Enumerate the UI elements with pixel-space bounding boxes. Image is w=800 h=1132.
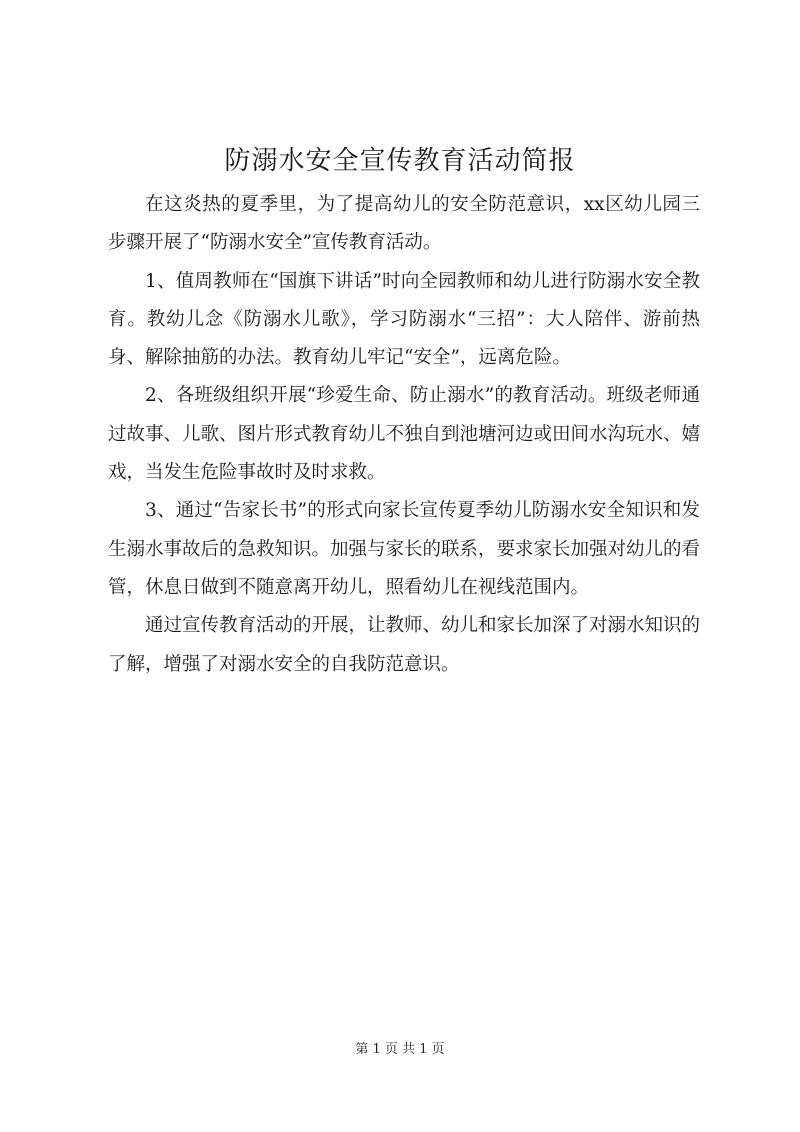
document-body [108,186,700,684]
document-title: 防溺水安全宣传教育活动简报 [224,146,576,176]
paragraph-item-2: 2、各班级组织开展“珍爱生命、防止溺水”的教育活动。班级老师通过故事、儿歌、图片形式教育幼儿不独自到池塘河边或田间水沟玩水、嬉戏，当发生危险事故时及时求救。 [108,385,701,484]
page-number-footer: 第 1 页 共 1 页 [355,1042,445,1057]
paragraph-item-1: 1、值周教师在“国旗下讲话”时向全园教师和幼儿进行防溺水安全教育。教幼儿念《防溺水儿歌》，学习防溺水“三招”：大人陪伴、游前热身、解除抽筋的办法。教育幼儿牢记“安全”，远离危险。 [108,270,700,369]
paragraph-item-3: 3、通过“告家长书”的形式向家长宣传夏季幼儿防溺水安全知识和发生溺水事故后的急救知识。加强与家长的联系，要求家长加强对幼儿的看管，休息日做到不随意离开幼儿，照看幼儿在视线范围内。 [108,500,701,598]
paragraph-conclusion: 通过宣传教育活动的开展，让教师、幼儿和家长加深了对溺水知识的了解，增强了对溺水安全的自我防范意识。 [108,615,701,675]
paragraph-intro: 在这炎热的夏季里，为了提高幼儿的安全防范意识，xx区幼儿园三步骤开展了“防溺水安全”宣传教育活动。 [108,194,700,254]
